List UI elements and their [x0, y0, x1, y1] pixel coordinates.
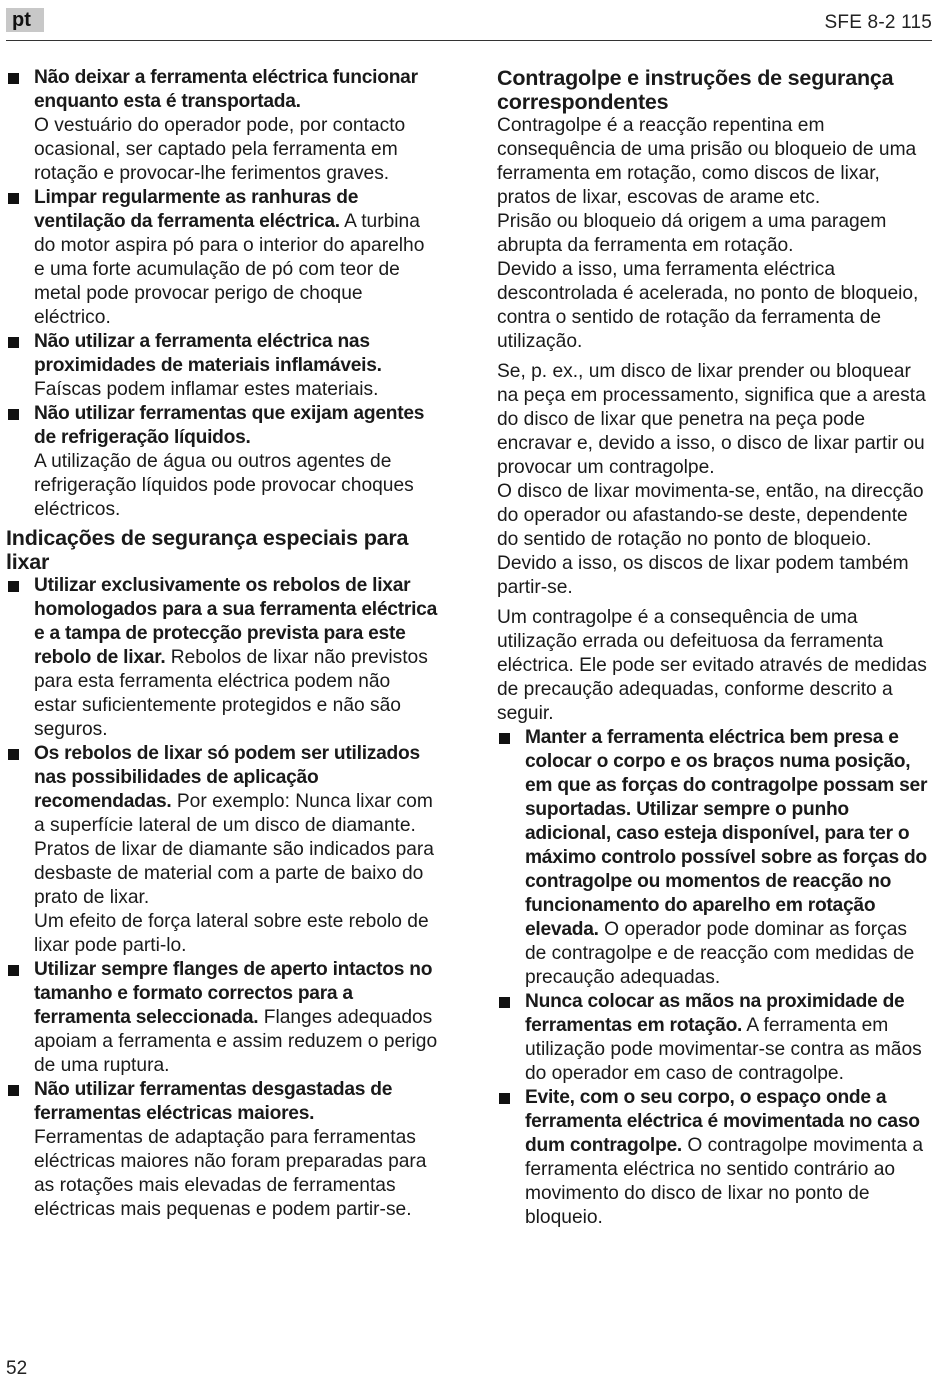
- paragraph: Contragolpe é a reacção repentina em consequência de uma prisão ou bloqueio de uma ferramenta em rotação, como discos de lixar, pratos de lixar, escovas de arame etc.: [497, 115, 917, 208]
- section-heading: Contragolpe e instruções de segurança correspondentes: [497, 66, 894, 114]
- item-bold-text: Não utilizar ferramentas que exijam agentes de refrigeração líquidos.: [34, 403, 425, 448]
- item-text: A ferramenta em utilização pode movimentar-se contra as mãos do operador em caso de contragolpe.: [525, 1015, 922, 1084]
- item-bold-text: Nunca colocar as mãos na proximidade de ferramentas em rotação.: [525, 991, 905, 1036]
- right-column: [497, 66, 932, 1230]
- safety-item: [6, 402, 438, 522]
- item-bold-text: Manter a ferramenta eléctrica bem presa e colocar o corpo e os braços numa posição, em que as forças do contragolpe possam ser suportadas. Utilizar sempre o punho adicional, caso esteja disponível, para ter o máximo controlo possível sobre as forças do contragolpe ou momentos de reacção no funcionamento do aparelho em rotação elevada.: [525, 727, 928, 940]
- safety-item: [497, 990, 932, 1086]
- square-bullet-icon: [8, 749, 19, 760]
- item-text: Rebolos de lixar não previstos para esta ferramenta eléctrica podem não estar suficientemente protegidos e não são seguros.: [34, 647, 428, 740]
- square-bullet-icon: [8, 337, 19, 348]
- item-text: O contragolpe movimenta a ferramenta eléctrica no sentido contrário ao movimento do disco de lixar no ponto de bloqueio.: [525, 1135, 924, 1228]
- item-bold-text: Evite, com o seu corpo, o espaço onde a ferramenta eléctrica é movimentada no caso dum contragolpe.: [525, 1087, 920, 1156]
- safety-item: [6, 742, 438, 958]
- safety-item: [6, 958, 438, 1078]
- paragraph: Se, p. ex., um disco de lixar prender ou bloquear na peça em processamento, significa que a aresta do disco de lixar que penetra na peça pode encravar e, devido a isso, o disco de lixar partir ou provocar um contragolpe.: [497, 361, 926, 478]
- item-text: Ferramentas de adaptação para ferramentas eléctricas maiores não foram preparadas para as rotações mais elevadas de ferramentas eléctricas mais pequenas e podem partir-se.: [34, 1127, 427, 1220]
- left-column: [6, 66, 438, 1222]
- safety-item: [497, 1086, 932, 1230]
- language-badge: pt: [6, 8, 44, 32]
- square-bullet-icon: [499, 1093, 510, 1104]
- item-bold-text: Utilizar exclusivamente os rebolos de lixar homologados para a sua ferramenta eléctrica e a tampa de protecção prevista para este rebolo de lixar.: [34, 575, 437, 668]
- safety-item: [6, 66, 438, 186]
- paragraph: Devido a isso, uma ferramenta eléctrica descontrolada é acelerada, no ponto de bloqueio, contra o sentido de rotação da ferramenta de utilização.: [497, 259, 919, 352]
- paragraph: Um contragolpe é a consequência de uma utilização errada ou defeituosa da ferramenta eléctrica. Ele pode ser evitado através de medidas de precaução adequadas, conforme descrito a seguir.: [497, 607, 927, 724]
- item-bold-text: Não utilizar a ferramenta eléctrica nas proximidades de materiais inflamáveis.: [34, 331, 382, 376]
- section-heading: Indicações de segurança especiais para lixar: [6, 526, 409, 574]
- safety-item: [6, 330, 438, 402]
- square-bullet-icon: [8, 193, 19, 204]
- square-bullet-icon: [499, 733, 510, 744]
- square-bullet-icon: [499, 997, 510, 1008]
- item-text-continued: Um efeito de força lateral sobre este rebolo de lixar pode parti-lo.: [34, 911, 429, 956]
- square-bullet-icon: [8, 965, 19, 976]
- safety-item: [497, 726, 932, 990]
- item-bold-text: Não utilizar ferramentas desgastadas de ferramentas eléctricas maiores.: [34, 1079, 393, 1124]
- square-bullet-icon: [8, 581, 19, 592]
- square-bullet-icon: [8, 409, 19, 420]
- item-text: O vestuário do operador pode, por contacto ocasional, ser captado pela ferramenta em rotação e provocar-lhe ferimentos graves.: [34, 115, 406, 184]
- paragraph: Prisão ou bloqueio dá origem a uma paragem abrupta da ferramenta em rotação.: [497, 211, 887, 256]
- safety-item: [6, 574, 438, 742]
- square-bullet-icon: [8, 1085, 19, 1096]
- page-number: 52: [6, 1358, 28, 1379]
- safety-item: [6, 186, 438, 330]
- item-text: Faíscas podem inflamar estes materiais.: [34, 379, 379, 400]
- item-text: Por exemplo: Nunca lixar com a superfície lateral de um disco de diamante. Pratos de lixar de diamante são indicados para desbaste de material com a parte de baixo do prato de lixar.: [34, 791, 434, 908]
- item-text: A turbina do motor aspira pó para o interior do aparelho e uma forte acumulação de pó com teor de metal pode provocar perigo de choque eléctrico.: [34, 211, 425, 328]
- safety-item: [6, 1078, 438, 1222]
- item-bold-text: Utilizar sempre flanges de aperto intactos no tamanho e formato correctos para a ferramenta seleccionada.: [34, 959, 433, 1028]
- item-text: A utilização de água ou outros agentes de refrigeração líquidos pode provocar choques eléctricos.: [34, 451, 414, 520]
- document-code: SFE 8-2 115: [824, 12, 932, 33]
- item-bold-text: Os rebolos de lixar só podem ser utilizados nas possibilidades de aplicação recomendadas.: [34, 743, 420, 812]
- square-bullet-icon: [8, 73, 19, 84]
- item-bold-text: Limpar regularmente as ranhuras de ventilação da ferramenta eléctrica.: [34, 187, 359, 232]
- header-divider: [6, 40, 932, 41]
- item-bold-text: Não deixar a ferramenta eléctrica funcionar enquanto esta é transportada.: [34, 67, 418, 112]
- paragraph: O disco de lixar movimenta-se, então, na direcção do operador ou afastando-se deste, dependente do sentido de rotação no ponto de bloqueio. Devido a isso, os discos de lixar podem também partir-se.: [497, 481, 924, 598]
- item-text: Flanges adequados apoiam a ferramenta e assim reduzem o perigo de uma ruptura.: [34, 1007, 438, 1076]
- item-text: O operador pode dominar as forças de contragolpe e de reacção com medidas de precaução adequadas.: [525, 919, 915, 988]
